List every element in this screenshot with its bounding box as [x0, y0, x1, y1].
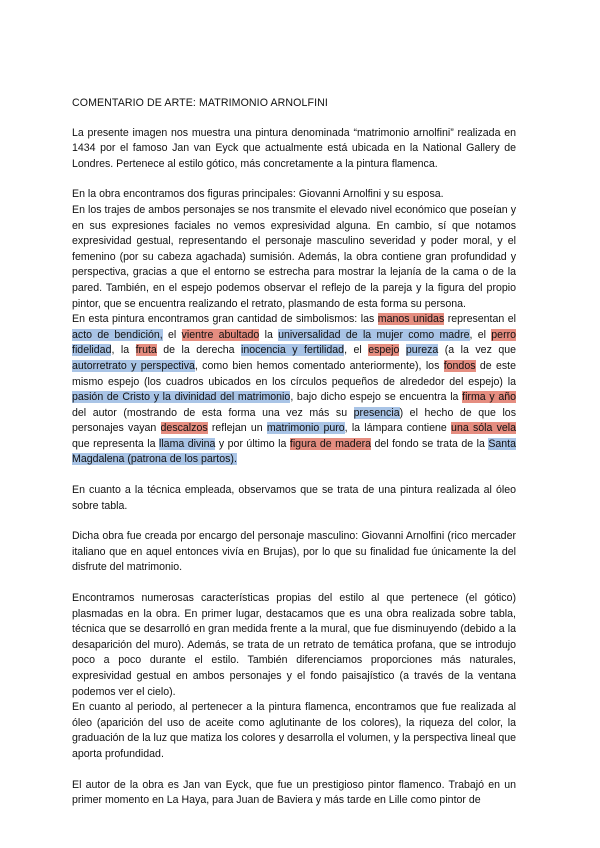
highlight-blue: Santa Magdalena (patrona de los partos).: [72, 437, 517, 466]
symbolism-paragraph: [72, 312, 516, 468]
text-segment: , la: [111, 344, 136, 357]
text-segment: , el: [344, 344, 369, 357]
text-segment: , la lámpara contiene: [344, 422, 452, 435]
text-segment: , como bien hemos comentado anteriormente), los: [194, 359, 444, 372]
commission-paragraph: Dicha obra fue creada por encargo del personaje masculino: Giovanni Arnolfini (rico mercader italiano que en aquel entonces vivía en Brujas), por lo que su finalidad fue únicamente la del disfrute del matrimonio.: [72, 530, 516, 574]
intro-paragraph: La presente imagen nos muestra una pintura denominada “matrimonio arnolfini” realizada en 1434 por el famoso Jan van Eyck que actualmente está ubicada en la National Gallery de Londres. Pertenece al estilo gótico, más concretamente a la pintura flamenca.: [72, 126, 516, 170]
text-segment: reflejan un: [207, 422, 267, 435]
highlight-red: fondos: [443, 359, 476, 372]
highlight-blue: pureza: [405, 344, 439, 357]
text-segment: la: [259, 328, 279, 341]
highlight-blue: universalidad de la mujer como madre: [278, 328, 470, 341]
highlight-red: espejo: [368, 344, 400, 357]
style-paragraph: Encontramos numerosas características propias del estilo al que pertenece (el gótico) plasmadas en la obra. En primer lugar, destacamos que es una obra realizada sobre tabla, técnica que se desarrolló en gran medida frente a la mural, que fue disminuyendo (debido a la desaparición del muro). Además, se trata de un retrato de temática profana, que se introdujo poco a poco durante el estilo. También diferenciamos proporciones más naturales, expresividad gestual en ambos personajes y el fondo paisajístico (a través de la ventana podemos ver el cielo).: [72, 592, 516, 698]
highlight-blue: acto de bendición,: [72, 328, 163, 341]
text-segment: En esta pintura encontramos gran cantidad de simbolismos: las: [72, 313, 378, 326]
highlight-red: vientre abultado: [181, 328, 260, 341]
highlight-blue: inocencia y fertilidad: [241, 344, 345, 357]
document-title: COMENTARIO DE ARTE: MATRIMONIO ARNOLFINI: [72, 97, 328, 109]
technique-paragraph: En cuanto a la técnica empleada, observamos que se trata de una pintura realizada al óleo sobre tabla.: [72, 484, 516, 512]
text-segment: del autor (mostrando de esta forma una vez más su: [72, 406, 354, 419]
highlight-blue: pasión de Cristo y la divinidad del matrimonio: [72, 391, 291, 404]
highlight-red: fruta: [135, 344, 157, 357]
highlight-blue: fidelidad: [72, 344, 112, 357]
highlight-blue: autorretrato y perspectiva: [72, 359, 195, 372]
text-segment: , el: [469, 328, 492, 341]
text-segment: (a la vez que: [438, 344, 517, 357]
highlight-red: descalzos: [160, 422, 208, 435]
highlight-red: figura de madera: [289, 437, 372, 450]
text-segment: que representa la: [72, 437, 159, 450]
text-segment: representan el: [444, 313, 516, 326]
author-paragraph: El autor de la obra es Jan van Eyck, que fue un prestigioso pintor flamenco. Trabajó en un primer momento en La Haya, para Juan de Baviera y más tarde en Lille como pintor de: [72, 778, 516, 807]
text-segment: del fondo se trata de la: [371, 437, 489, 450]
highlight-blue: presencia: [353, 406, 400, 419]
highlight-blue: matrimonio puro: [266, 422, 345, 435]
text-segment: [399, 344, 405, 356]
text-segment: el: [162, 328, 182, 341]
highlight-red: manos unidas: [377, 313, 445, 326]
text-segment: ) el hecho de que los personajes vayan: [72, 406, 517, 435]
highlight-blue: llama divina: [158, 437, 216, 450]
figures-paragraph: En la obra encontramos dos figuras principales: Giovanni Arnolfini y su esposa.: [72, 188, 444, 201]
highlight-red: firma y año: [462, 391, 516, 404]
highlight-red: perro: [491, 328, 517, 341]
text-segment: de este mismo espejo (los cuadros ubicados en los círculos pequeños de alrededor del espejo) la: [72, 359, 516, 388]
text-segment: de la derecha: [156, 344, 242, 357]
period-paragraph: En cuanto al periodo, al pertenecer a la pintura flamenca, encontramos que fue realizada al óleo (aparición del uso de aceite como aglutinante de los colores), la riqueza del color, la graduación de la luz que matiza los colores y desarrolla el volumen, y la perspectiva lineal que aporta profundidad.: [72, 701, 516, 760]
highlight-red: una sóla vela: [451, 422, 517, 435]
text-segment: , bajo dicho espejo se encuentra la: [290, 391, 463, 404]
figures-description-paragraph: En los trajes de ambos personajes se nos transmite el elevado nivel económico que poseían y en sus expresiones faciales no vemos expresividad alguna. En cambio, sí que notamos expresividad gestual, representando el personaje masculino severidad y poder moral, y el femenino (por su cabeza agachada) sumisión. Además, la obra contiene gran profundidad y perspectiva, gracias a que el entorno se estrecha para mostrar la lejanía de la cama o de la pared. También, en el espejo podemos observar el reflejo de la pareja y la figura del propio pintor, que se encuentra realizando el retrato, plasmando de esta forma su persona.: [72, 203, 516, 310]
text-segment: y por último la: [215, 437, 290, 450]
